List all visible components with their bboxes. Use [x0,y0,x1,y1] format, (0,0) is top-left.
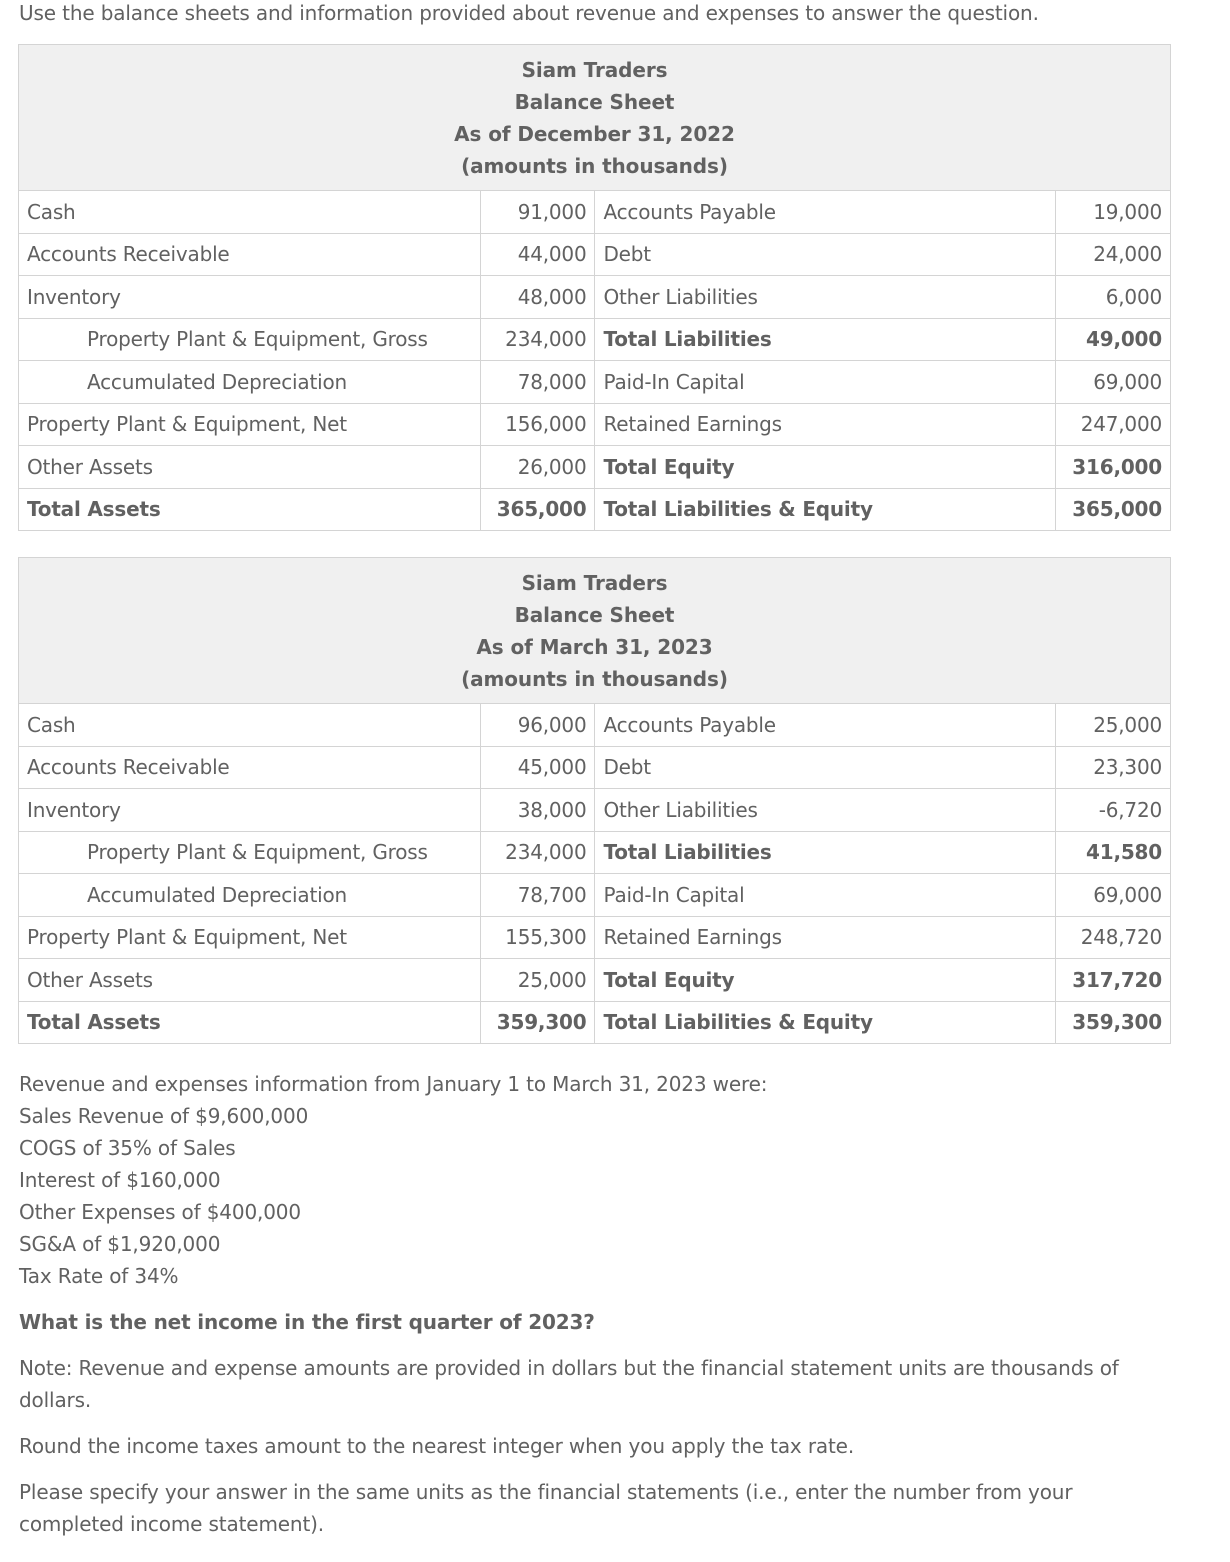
asset-label: Cash [19,191,481,234]
table-row [19,276,1171,319]
sheet-date: As of December 31, 2022 [454,121,735,146]
liability-value: 69,000 [1055,874,1170,917]
asset-value: 155,300 [481,916,595,959]
note-units: Note: Revenue and expense amounts are provided in dollars but the financial statement units are thousands of dollars. [19,1356,1119,1412]
liability-label: Debt [595,746,1055,789]
table-row [19,874,1171,917]
liability-value: 6,000 [1055,276,1170,319]
revenue-info-item: COGS of 35% of Sales [19,1136,236,1160]
asset-value: 91,000 [481,191,595,234]
question-text: What is the net income in the first quarter of 2023? [19,1310,595,1334]
asset-value: 25,000 [481,959,595,1002]
liability-label: Debt [595,233,1055,276]
liability-label: Accounts Payable [595,704,1055,747]
sheet-title: Balance Sheet [514,602,675,627]
liability-label: Total Liabilities & Equity [595,1001,1055,1044]
asset-value: 234,000 [481,318,595,361]
sheet-date: As of March 31, 2023 [476,634,713,659]
asset-label: Property Plant & Equipment, Gross [19,318,481,361]
asset-label: Other Assets [19,446,481,489]
asset-value: 156,000 [481,403,595,446]
liability-label: Total Liabilities [595,318,1055,361]
intro-text: Use the balance sheets and information provided about revenue and expenses to answer the question. [19,1,1039,25]
revenue-info-item: SG&A of $1,920,000 [19,1232,221,1256]
asset-label: Cash [19,704,481,747]
liability-label: Other Liabilities [595,789,1055,832]
liability-value: 247,000 [1055,403,1170,446]
asset-value: 96,000 [481,704,595,747]
liability-value: -6,720 [1055,789,1170,832]
question-section [19,1068,1159,1540]
asset-label: Accumulated Depreciation [19,361,481,404]
asset-value: 359,300 [481,1001,595,1044]
asset-label: Inventory [19,789,481,832]
liability-label: Total Equity [595,959,1055,1002]
table-row [19,831,1171,874]
revenue-info-heading: Revenue and expenses information from January 1 to March 31, 2023 were: [19,1072,768,1096]
asset-value: 365,000 [481,488,595,531]
liability-value: 25,000 [1055,704,1170,747]
asset-value: 78,700 [481,874,595,917]
table-row [19,318,1171,361]
asset-label: Other Assets [19,959,481,1002]
table-row [19,446,1171,489]
liability-value: 19,000 [1055,191,1170,234]
sheet-title: Balance Sheet [514,89,675,114]
asset-label: Property Plant & Equipment, Net [19,403,481,446]
revenue-info-item: Other Expenses of $400,000 [19,1200,301,1224]
company-name: Siam Traders [521,57,668,82]
revenue-info-item: Interest of $160,000 [19,1168,221,1192]
note-rounding: Round the income taxes amount to the nearest integer when you apply the tax rate. [19,1434,855,1458]
liability-label: Accounts Payable [595,191,1055,234]
asset-label: Accounts Receivable [19,233,481,276]
liability-value: 23,300 [1055,746,1170,789]
asset-value: 234,000 [481,831,595,874]
revenue-info-item: Tax Rate of 34% [19,1264,179,1288]
company-name: Siam Traders [521,570,668,595]
table-row [19,191,1171,234]
balance-sheet-mar-2023 [18,557,1171,1044]
liability-label: Paid-In Capital [595,361,1055,404]
table-row [19,403,1171,446]
liability-value: 41,580 [1055,831,1170,874]
liability-value: 24,000 [1055,233,1170,276]
liability-label: Other Liabilities [595,276,1055,319]
liability-label: Total Equity [595,446,1055,489]
liability-label: Total Liabilities & Equity [595,488,1055,531]
revenue-info-item: Sales Revenue of $9,600,000 [19,1104,309,1128]
liability-label: Retained Earnings [595,403,1055,446]
liability-value: 248,720 [1055,916,1170,959]
sheet-units: (amounts in thousands) [461,153,728,178]
table-row [19,361,1171,404]
liability-label: Paid-In Capital [595,874,1055,917]
asset-value: 48,000 [481,276,595,319]
liability-value: 49,000 [1055,318,1170,361]
liability-value: 365,000 [1055,488,1170,531]
balance-sheet-header [19,558,1171,704]
asset-label: Accumulated Depreciation [19,874,481,917]
note-answer-units: Please specify your answer in the same units as the financial statements (i.e., enter the number from your completed income statement). [19,1480,1073,1536]
table-row [19,959,1171,1002]
asset-value: 44,000 [481,233,595,276]
table-row [19,789,1171,832]
asset-value: 78,000 [481,361,595,404]
table-row [19,704,1171,747]
balance-sheet-dec-2022 [18,44,1171,531]
table-row [19,746,1171,789]
table-row [19,1001,1171,1044]
asset-label: Property Plant & Equipment, Gross [19,831,481,874]
asset-value: 38,000 [481,789,595,832]
asset-label: Accounts Receivable [19,746,481,789]
asset-label: Property Plant & Equipment, Net [19,916,481,959]
asset-label: Inventory [19,276,481,319]
table-row [19,916,1171,959]
liability-value: 359,300 [1055,1001,1170,1044]
table-row [19,233,1171,276]
asset-value: 45,000 [481,746,595,789]
liability-label: Total Liabilities [595,831,1055,874]
liability-value: 69,000 [1055,361,1170,404]
table-row [19,488,1171,531]
balance-sheet-header [19,45,1171,191]
asset-value: 26,000 [481,446,595,489]
sheet-units: (amounts in thousands) [461,666,728,691]
liability-value: 317,720 [1055,959,1170,1002]
liability-value: 316,000 [1055,446,1170,489]
liability-label: Retained Earnings [595,916,1055,959]
asset-label: Total Assets [19,488,481,531]
asset-label: Total Assets [19,1001,481,1044]
